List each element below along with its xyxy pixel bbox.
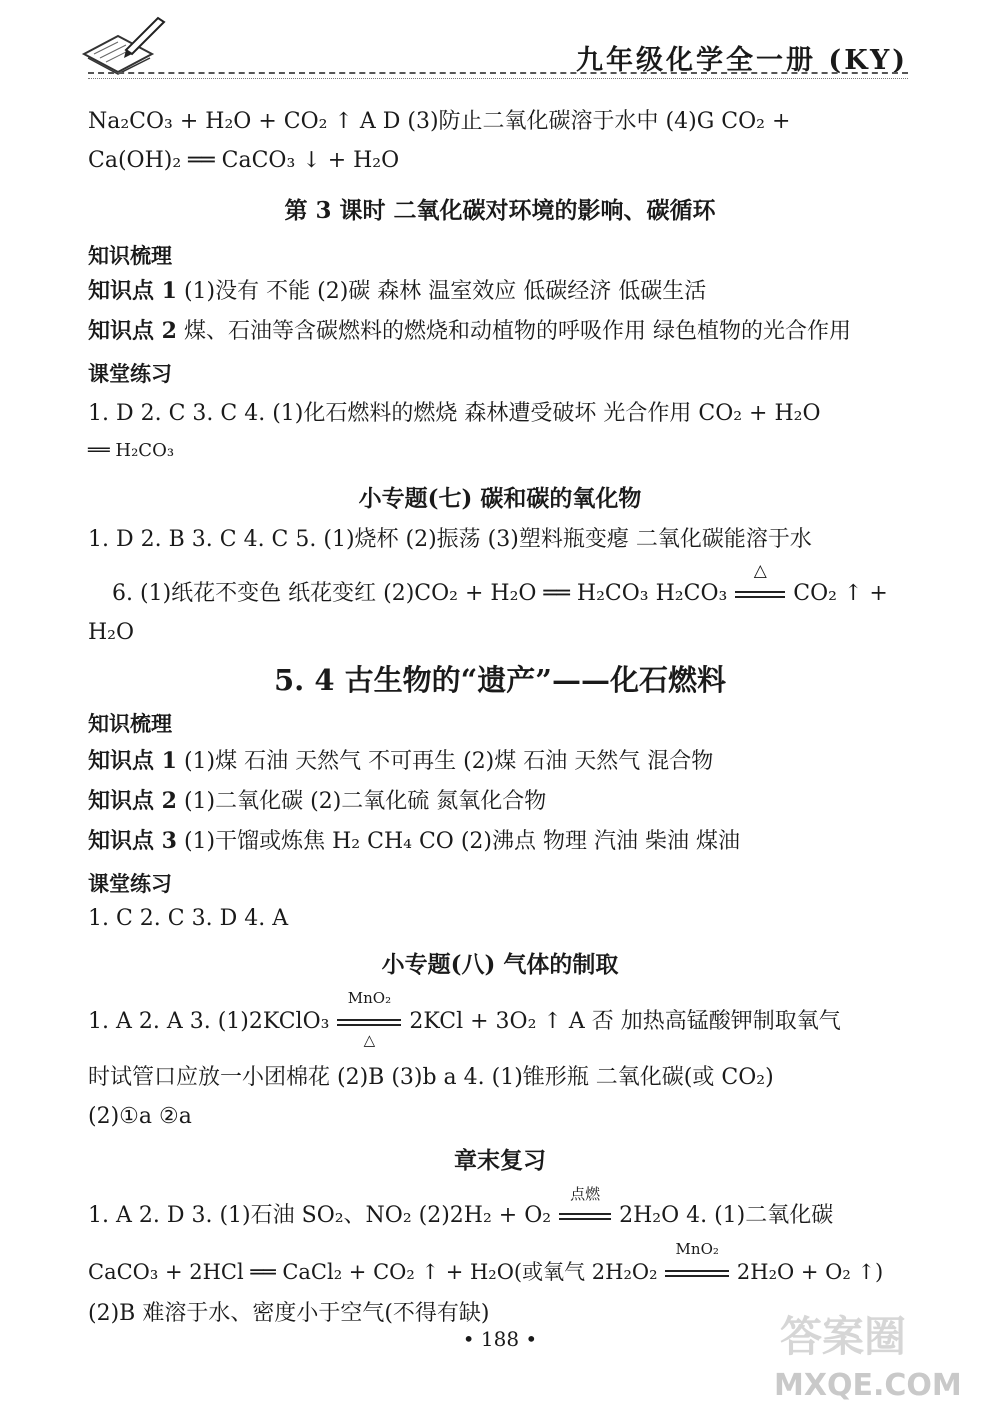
kp-text: 煤、石油等含碳燃料的燃烧和动植物的呼吸作用 绿色植物的光合作用 [183, 319, 851, 344]
kp-label: 知识点 2 [88, 788, 177, 814]
answer-line [88, 1185, 834, 1229]
equation-part: CO₂ ↑ + [786, 581, 888, 606]
topic-heading: 小专题(八) 气体的制取 [381, 951, 619, 978]
equation-part: 1. A 2. A 3. (1)2KClO₃ [88, 1009, 337, 1034]
answer-line: 1. C 2. C 3. D 4. A [88, 906, 289, 931]
condition-heat: △ [363, 1031, 376, 1049]
section-label: 知识梳理 [88, 711, 172, 736]
answer-line: H₂O [88, 620, 135, 645]
knowledge-point [88, 744, 713, 775]
equation-part: 6. (1)纸花不变色 纸花变红 (2)CO₂ + H₂O ══ H₂CO₃ H₂CO₃ [112, 581, 735, 606]
answer-line [112, 561, 888, 607]
kp-label: 知识点 1 [88, 748, 177, 774]
equation-part: 2H₂O + O₂ ↑) [730, 1260, 884, 1284]
kp-text: (1)干馏或炼焦 H₂ CH₄ CO (2)沸点 物理 汽油 柴油 煤油 [183, 829, 740, 854]
lesson-heading: 第 3 课时 二氧化碳对环境的影响、碳循环 [284, 197, 716, 224]
knowledge-point [88, 314, 851, 345]
section-heading: 5. 4 古生物的“遗产”——化石燃料 [273, 663, 726, 697]
condition-catalyst: MnO₂ [347, 989, 392, 1007]
reaction-arrow [336, 989, 402, 1049]
kp-text: (1)没有 不能 (2)碳 森林 温室效应 低碳经济 低碳生活 [183, 279, 707, 304]
reaction-arrow [558, 1185, 612, 1228]
condition-heat: △ [753, 561, 767, 581]
answer-line: ══ H₂CO₃ [88, 440, 175, 461]
answer-line: 时试管口应放一小团棉花 (2)B (3)b a 4. (1)锥形瓶 二氧化碳(或 CO₂) [88, 1065, 774, 1090]
condition-catalyst: MnO₂ [675, 1240, 719, 1258]
knowledge-point [88, 274, 706, 305]
page-number: • 188 • [462, 1327, 538, 1351]
equation-part: 2KCl + 3O₂ ↑ A 否 加热高锰酸钾制取氧气 [402, 1009, 841, 1034]
kp-label: 知识点 2 [88, 318, 177, 344]
equation-part: CaCO₃ + 2HCl ══ CaCl₂ + CO₂ ↑ + H₂O(或氧气 2H₂O₂ [88, 1260, 665, 1284]
book-title: 九年级化学全一册 (KY) [576, 45, 908, 76]
watermark-han: 答案圈 [780, 1312, 907, 1361]
section-label: 知识梳理 [88, 243, 172, 268]
section-label: 课堂练习 [88, 361, 172, 386]
watermark-url: MXQE.COM [774, 1368, 962, 1403]
kp-label: 知识点 1 [88, 278, 177, 304]
double-line-arrow [559, 1213, 611, 1220]
double-line-arrow [735, 591, 785, 598]
equation-part: 2H₂O 4. (1)二氧化碳 [612, 1203, 834, 1228]
notebook-pen-icon [78, 14, 168, 76]
double-line-arrow [665, 1270, 729, 1277]
watermark-logo [760, 1305, 980, 1405]
kp-text: (1)二氧化碳 (2)二氧化硫 氮氧化合物 [183, 789, 547, 814]
answer-line: (2)B 难溶于水、密度小于空气(不得有缺) [88, 1301, 490, 1326]
answer-line: 1. D 2. B 3. C 4. C 5. (1)烧杯 (2)振荡 (3)塑料瓶变瘪 二氧化碳能溶于水 [88, 527, 812, 552]
knowledge-point [88, 784, 546, 815]
header-divider [88, 72, 908, 74]
equation-part: 1. A 2. D 3. (1)石油 SO₂、NO₂ (2)2H₂ + O₂ [88, 1203, 559, 1228]
answer-line: (2)①a ②a [88, 1104, 192, 1129]
knowledge-point [88, 824, 740, 855]
double-line-arrow [337, 1019, 401, 1026]
review-heading: 章末复习 [454, 1147, 546, 1174]
condition-ignite: 点燃 [570, 1185, 601, 1203]
kp-text: (1)煤 石油 天然气 不可再生 (2)煤 石油 天然气 混合物 [183, 749, 714, 774]
answer-line [88, 989, 841, 1049]
answer-line [88, 1240, 884, 1286]
answer-line: Ca(OH)₂ ══ CaCO₃ ↓ + H₂O [88, 148, 400, 173]
topic-heading: 小专题(七) 碳和碳的氧化物 [358, 485, 642, 512]
reaction-arrow [664, 1240, 730, 1284]
reaction-arrow [734, 561, 786, 606]
kp-label: 知识点 3 [88, 828, 177, 854]
header-divider-dotted [88, 78, 908, 79]
answer-line: Na₂CO₃ + H₂O + CO₂ ↑ A D (3)防止二氧化碳溶于水中 (4)G CO₂ + [88, 109, 791, 134]
section-label: 课堂练习 [88, 871, 172, 896]
answer-line: 1. D 2. C 3. C 4. (1)化石燃料的燃烧 森林遭受破坏 光合作用 CO₂ + H₂O [88, 401, 821, 426]
